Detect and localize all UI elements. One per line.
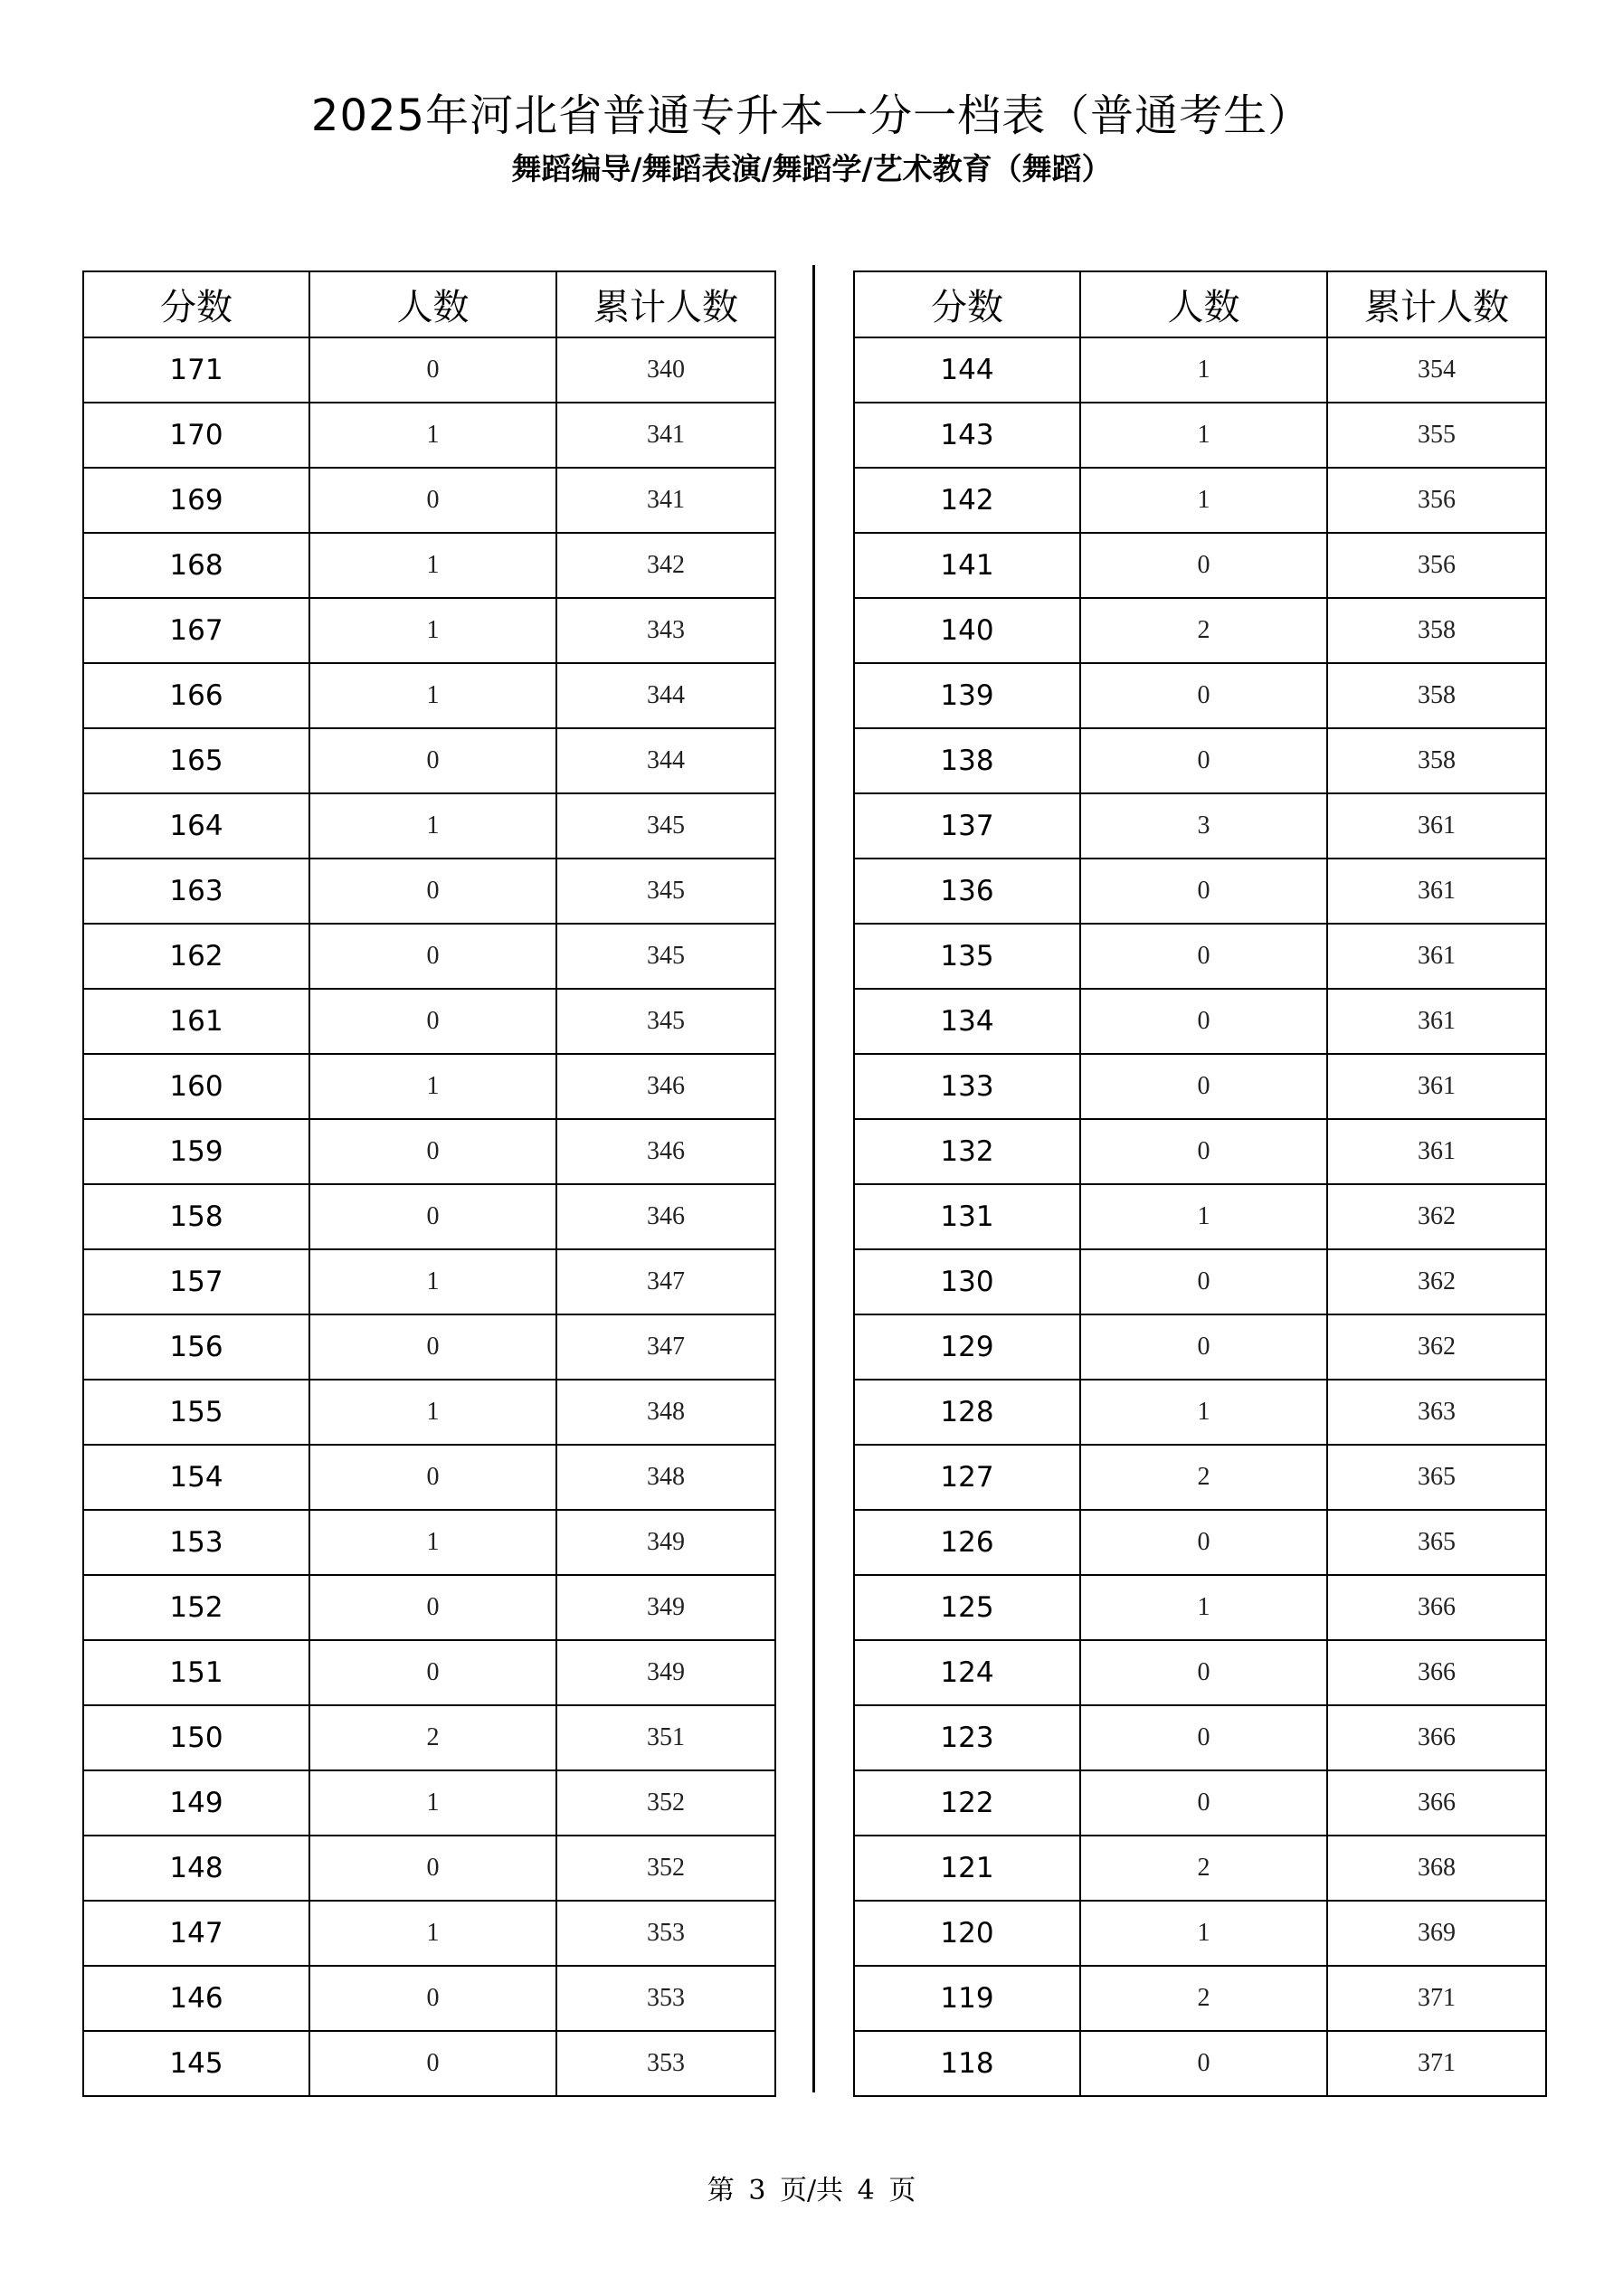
cumulative-cell: 362 [1327, 1184, 1546, 1249]
score-cell: 157 [83, 1249, 309, 1314]
table-row [854, 2031, 1546, 2096]
count-cell: 0 [309, 728, 556, 793]
score-cell: 139 [854, 663, 1080, 728]
table-row [854, 1836, 1546, 1901]
cumulative-cell: 347 [556, 1249, 775, 1314]
cumulative-cell: 363 [1327, 1380, 1546, 1445]
count-cell: 0 [309, 1314, 556, 1380]
score-cell: 167 [83, 598, 309, 663]
count-cell: 1 [309, 663, 556, 728]
cumulative-cell: 354 [1327, 337, 1546, 403]
cumulative-cell: 341 [556, 468, 775, 533]
count-cell: 0 [309, 859, 556, 924]
count-cell: 0 [309, 337, 556, 403]
score-cell: 124 [854, 1640, 1080, 1705]
cumulative-cell: 348 [556, 1380, 775, 1445]
table-row [854, 1575, 1546, 1640]
count-cell: 0 [309, 1575, 556, 1640]
table-row [83, 468, 775, 533]
count-cell: 1 [309, 1770, 556, 1836]
cumulative-cell: 349 [556, 1510, 775, 1575]
cumulative-cell: 365 [1327, 1445, 1546, 1510]
score-cell: 170 [83, 403, 309, 468]
score-cell: 130 [854, 1249, 1080, 1314]
count-cell: 0 [1080, 1054, 1327, 1119]
column-header-score: 分数 [83, 271, 309, 337]
score-cell: 123 [854, 1705, 1080, 1770]
table-row [83, 1510, 775, 1575]
cumulative-cell: 346 [556, 1119, 775, 1184]
count-cell: 0 [1080, 989, 1327, 1054]
table-row [854, 1184, 1546, 1249]
table-row [854, 1901, 1546, 1966]
count-cell: 0 [309, 1836, 556, 1901]
cumulative-cell: 362 [1327, 1314, 1546, 1380]
cumulative-cell: 353 [556, 1901, 775, 1966]
count-cell: 1 [1080, 1380, 1327, 1445]
count-cell: 0 [1080, 1314, 1327, 1380]
cumulative-cell: 352 [556, 1836, 775, 1901]
score-cell: 159 [83, 1119, 309, 1184]
score-cell: 151 [83, 1640, 309, 1705]
column-divider [812, 265, 815, 2092]
cumulative-cell: 344 [556, 728, 775, 793]
score-cell: 125 [854, 1575, 1080, 1640]
table-row [83, 1966, 775, 2031]
count-cell: 0 [309, 1640, 556, 1705]
cumulative-cell: 361 [1327, 989, 1546, 1054]
column-header-count: 人数 [1080, 271, 1327, 337]
table-header-row [83, 271, 775, 337]
score-cell: 155 [83, 1380, 309, 1445]
score-cell: 135 [854, 924, 1080, 989]
table-row [854, 1314, 1546, 1380]
cumulative-cell: 348 [556, 1445, 775, 1510]
cumulative-cell: 361 [1327, 793, 1546, 859]
score-table-right [853, 270, 1547, 2097]
cumulative-cell: 349 [556, 1575, 775, 1640]
score-cell: 128 [854, 1380, 1080, 1445]
cumulative-cell: 361 [1327, 1119, 1546, 1184]
count-cell: 0 [1080, 663, 1327, 728]
table-row [854, 1705, 1546, 1770]
score-cell: 147 [83, 1901, 309, 1966]
table-row [83, 924, 775, 989]
score-cell: 169 [83, 468, 309, 533]
count-cell: 2 [1080, 1836, 1327, 1901]
cumulative-cell: 353 [556, 2031, 775, 2096]
cumulative-cell: 353 [556, 1966, 775, 2031]
count-cell: 0 [309, 468, 556, 533]
table-row [854, 924, 1546, 989]
count-cell: 1 [1080, 1901, 1327, 1966]
cumulative-cell: 345 [556, 859, 775, 924]
count-cell: 1 [309, 533, 556, 598]
score-table-left [82, 270, 776, 2097]
count-cell: 0 [309, 2031, 556, 2096]
score-cell: 121 [854, 1836, 1080, 1901]
cumulative-cell: 349 [556, 1640, 775, 1705]
score-cell: 156 [83, 1314, 309, 1380]
count-cell: 1 [1080, 1184, 1327, 1249]
table-row [83, 598, 775, 663]
count-cell: 1 [309, 1901, 556, 1966]
score-cell: 153 [83, 1510, 309, 1575]
count-cell: 0 [1080, 728, 1327, 793]
count-cell: 2 [1080, 1445, 1327, 1510]
count-cell: 0 [309, 1119, 556, 1184]
cumulative-cell: 356 [1327, 533, 1546, 598]
cumulative-cell: 371 [1327, 2031, 1546, 2096]
cumulative-cell: 358 [1327, 728, 1546, 793]
score-cell: 165 [83, 728, 309, 793]
table-row [854, 403, 1546, 468]
score-cell: 144 [854, 337, 1080, 403]
table-row [83, 533, 775, 598]
table-row [854, 1966, 1546, 2031]
count-cell: 2 [1080, 598, 1327, 663]
page-number: 第 3 页/共 4 页 [707, 2175, 916, 2206]
count-cell: 2 [1080, 1966, 1327, 2031]
count-cell: 1 [1080, 403, 1327, 468]
score-cell: 122 [854, 1770, 1080, 1836]
count-cell: 1 [309, 1380, 556, 1445]
table-row [83, 1640, 775, 1705]
count-cell: 0 [309, 924, 556, 989]
count-cell: 0 [1080, 1770, 1327, 1836]
table-row [83, 1901, 775, 1966]
table-row [854, 728, 1546, 793]
cumulative-cell: 371 [1327, 1966, 1546, 2031]
score-cell: 136 [854, 859, 1080, 924]
table-row [854, 1445, 1546, 1510]
count-cell: 3 [1080, 793, 1327, 859]
cumulative-cell: 366 [1327, 1640, 1546, 1705]
score-cell: 118 [854, 2031, 1080, 2096]
table-row [83, 1836, 775, 1901]
table-row [854, 793, 1546, 859]
count-cell: 0 [309, 1184, 556, 1249]
score-cell: 142 [854, 468, 1080, 533]
cumulative-cell: 368 [1327, 1836, 1546, 1901]
cumulative-cell: 341 [556, 403, 775, 468]
table-row [854, 859, 1546, 924]
count-cell: 1 [1080, 337, 1327, 403]
score-cell: 150 [83, 1705, 309, 1770]
count-cell: 0 [1080, 1705, 1327, 1770]
table-row [854, 1380, 1546, 1445]
table-row [83, 403, 775, 468]
table-row [854, 1510, 1546, 1575]
score-cell: 129 [854, 1314, 1080, 1380]
table-row [854, 1249, 1546, 1314]
cumulative-cell: 361 [1327, 924, 1546, 989]
cumulative-cell: 362 [1327, 1249, 1546, 1314]
score-cell: 171 [83, 337, 309, 403]
score-cell: 131 [854, 1184, 1080, 1249]
count-cell: 0 [1080, 924, 1327, 989]
score-cell: 161 [83, 989, 309, 1054]
count-cell: 0 [309, 1966, 556, 2031]
table-row [83, 663, 775, 728]
count-cell: 0 [1080, 1640, 1327, 1705]
cumulative-cell: 351 [556, 1705, 775, 1770]
count-cell: 0 [1080, 2031, 1327, 2096]
table-row [83, 1575, 775, 1640]
count-cell: 0 [1080, 1119, 1327, 1184]
column-header-count: 人数 [309, 271, 556, 337]
score-cell: 148 [83, 1836, 309, 1901]
score-cell: 158 [83, 1184, 309, 1249]
score-cell: 126 [854, 1510, 1080, 1575]
cumulative-cell: 358 [1327, 663, 1546, 728]
cumulative-cell: 340 [556, 337, 775, 403]
count-cell: 2 [309, 1705, 556, 1770]
table-row [83, 728, 775, 793]
score-cell: 152 [83, 1575, 309, 1640]
table-row [854, 663, 1546, 728]
table-row [83, 859, 775, 924]
table-row [854, 337, 1546, 403]
table-row [83, 1705, 775, 1770]
cumulative-cell: 366 [1327, 1575, 1546, 1640]
score-cell: 141 [854, 533, 1080, 598]
score-cell: 133 [854, 1054, 1080, 1119]
count-cell: 0 [309, 989, 556, 1054]
score-cell: 119 [854, 1966, 1080, 2031]
table-row [83, 1119, 775, 1184]
score-cell: 163 [83, 859, 309, 924]
table-row [83, 989, 775, 1054]
count-cell: 1 [309, 1054, 556, 1119]
count-cell: 1 [1080, 1575, 1327, 1640]
table-row [83, 1445, 775, 1510]
table-row [83, 793, 775, 859]
score-cell: 166 [83, 663, 309, 728]
page-title: 2025年河北省普通专升本一分一档表（普通考生） [310, 90, 1313, 141]
page-subtitle: 舞蹈编导/舞蹈表演/舞蹈学/艺术教育（舞蹈） [511, 151, 1112, 186]
column-header-score: 分数 [854, 271, 1080, 337]
table-row [854, 468, 1546, 533]
table-row [83, 1380, 775, 1445]
score-cell: 149 [83, 1770, 309, 1836]
cumulative-cell: 344 [556, 663, 775, 728]
score-cell: 137 [854, 793, 1080, 859]
score-cell: 160 [83, 1054, 309, 1119]
score-cell: 120 [854, 1901, 1080, 1966]
column-header-cumulative: 累计人数 [556, 271, 775, 337]
cumulative-cell: 361 [1327, 859, 1546, 924]
table-row [854, 533, 1546, 598]
cumulative-cell: 345 [556, 924, 775, 989]
cumulative-cell: 365 [1327, 1510, 1546, 1575]
table-row [83, 1184, 775, 1249]
count-cell: 1 [309, 1249, 556, 1314]
cumulative-cell: 347 [556, 1314, 775, 1380]
table-row [854, 989, 1546, 1054]
score-cell: 146 [83, 1966, 309, 2031]
cumulative-cell: 345 [556, 793, 775, 859]
count-cell: 0 [1080, 1510, 1327, 1575]
cumulative-cell: 346 [556, 1054, 775, 1119]
score-cell: 168 [83, 533, 309, 598]
cumulative-cell: 356 [1327, 468, 1546, 533]
table-row [83, 1054, 775, 1119]
score-cell: 143 [854, 403, 1080, 468]
cumulative-cell: 342 [556, 533, 775, 598]
cumulative-cell: 345 [556, 989, 775, 1054]
table-row [83, 1314, 775, 1380]
cumulative-cell: 366 [1327, 1705, 1546, 1770]
score-cell: 154 [83, 1445, 309, 1510]
count-cell: 0 [309, 1445, 556, 1510]
cumulative-cell: 352 [556, 1770, 775, 1836]
score-cell: 162 [83, 924, 309, 989]
table-row [854, 1054, 1546, 1119]
column-header-cumulative: 累计人数 [1327, 271, 1546, 337]
score-cell: 132 [854, 1119, 1080, 1184]
cumulative-cell: 358 [1327, 598, 1546, 663]
score-cell: 127 [854, 1445, 1080, 1510]
count-cell: 1 [309, 403, 556, 468]
table-row [83, 2031, 775, 2096]
cumulative-cell: 361 [1327, 1054, 1546, 1119]
count-cell: 1 [309, 598, 556, 663]
score-cell: 134 [854, 989, 1080, 1054]
table-row [83, 1249, 775, 1314]
table-row [83, 1770, 775, 1836]
cumulative-cell: 366 [1327, 1770, 1546, 1836]
table-row [854, 1640, 1546, 1705]
count-cell: 0 [1080, 1249, 1327, 1314]
cumulative-cell: 346 [556, 1184, 775, 1249]
count-cell: 1 [309, 1510, 556, 1575]
count-cell: 0 [1080, 533, 1327, 598]
score-cell: 164 [83, 793, 309, 859]
cumulative-cell: 369 [1327, 1901, 1546, 1966]
cumulative-cell: 343 [556, 598, 775, 663]
score-cell: 140 [854, 598, 1080, 663]
table-row [854, 598, 1546, 663]
score-cell: 138 [854, 728, 1080, 793]
table-row [83, 337, 775, 403]
count-cell: 1 [309, 793, 556, 859]
count-cell: 0 [1080, 859, 1327, 924]
table-row [854, 1119, 1546, 1184]
score-cell: 145 [83, 2031, 309, 2096]
cumulative-cell: 355 [1327, 403, 1546, 468]
table-row [854, 1770, 1546, 1836]
count-cell: 1 [1080, 468, 1327, 533]
table-header-row [854, 271, 1546, 337]
